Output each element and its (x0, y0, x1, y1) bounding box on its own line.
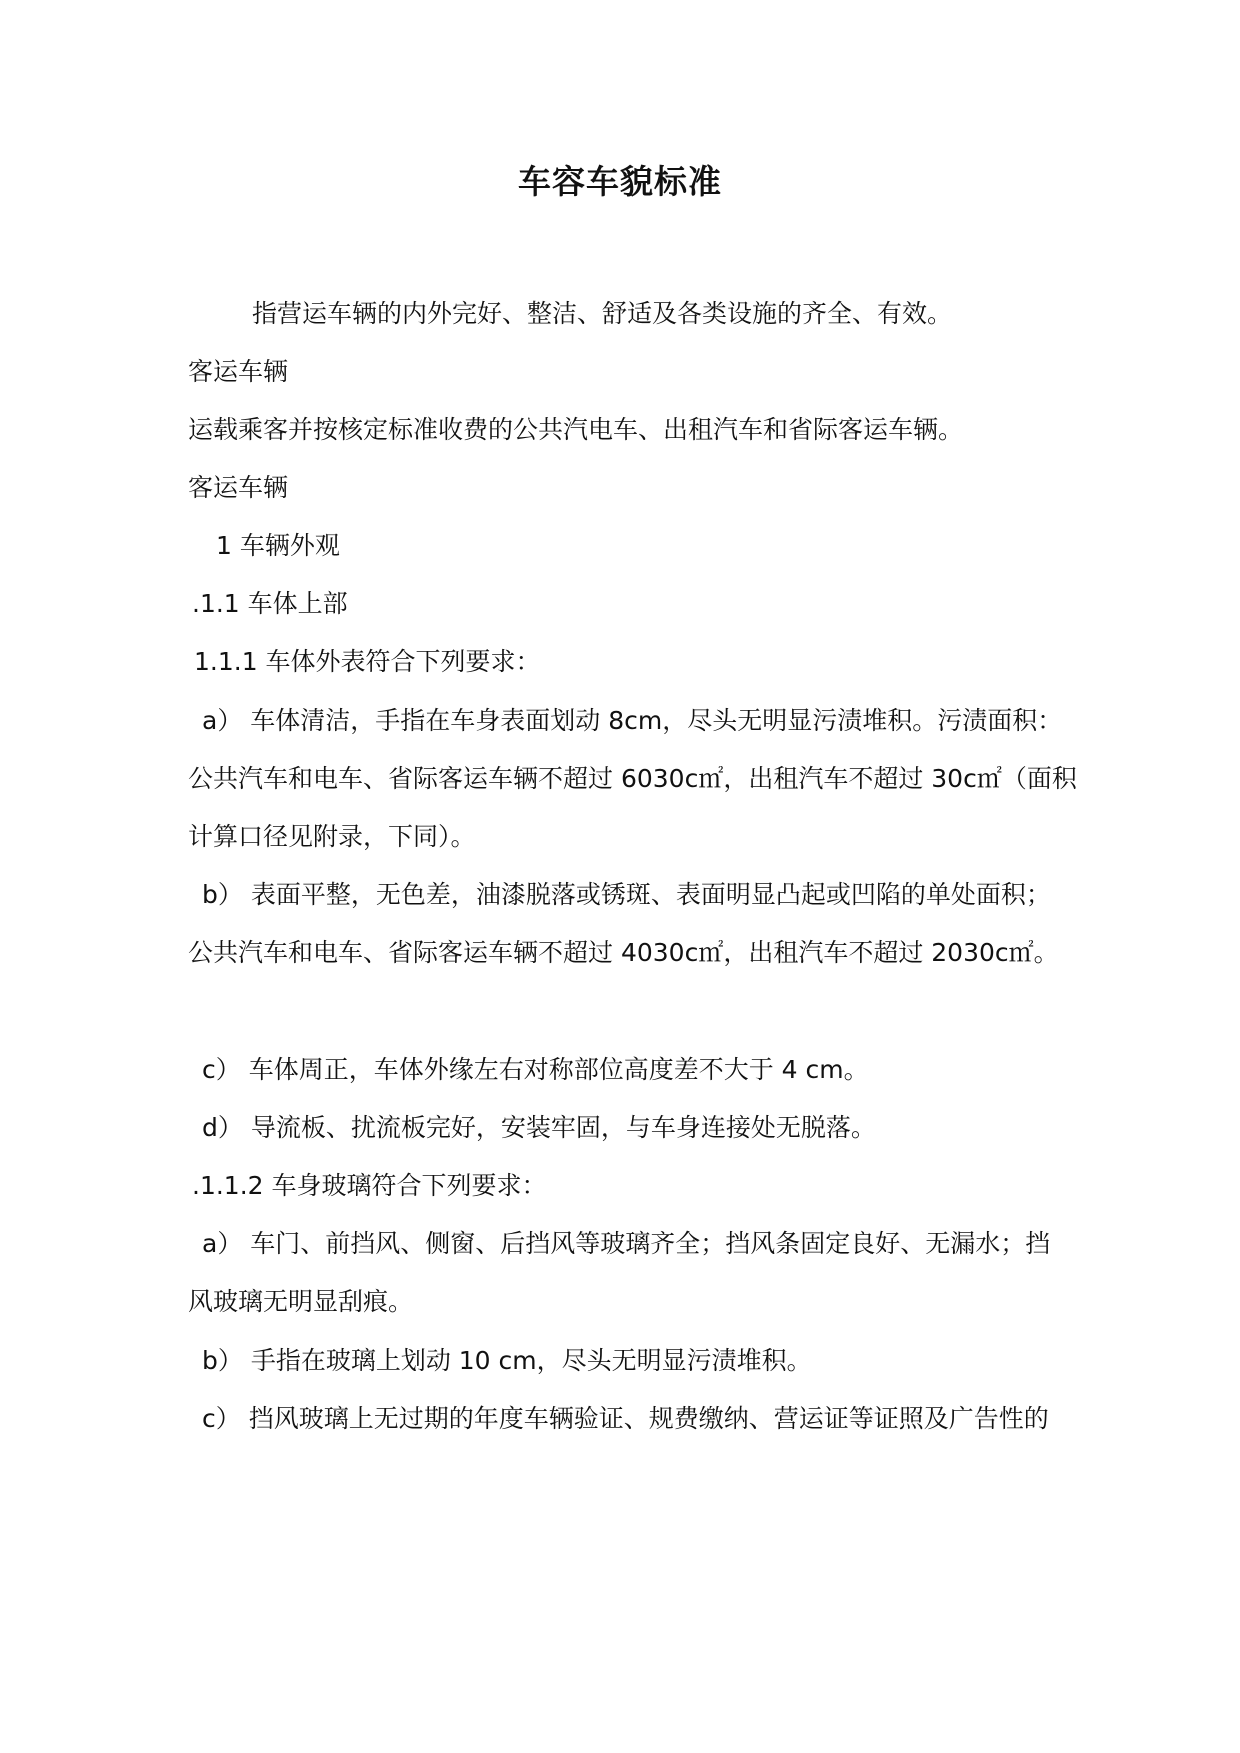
list-item-b-line-2: 公共汽车和电车、省际客运车辆不超过 4030c㎡，出租汽车不超过 2030c㎡。 (188, 938, 1059, 967)
list-item-b-line-1: b） 表面平整，无色差，油漆脱落或锈斑、表面明显凸起或凹陷的单处面积； (202, 880, 1051, 909)
section-heading-1-1: .1.1 车体上部 (192, 589, 348, 618)
paragraph-definition: 指营运车辆的内外完好、整洁、舒适及各类设施的齐全、有效。 (252, 299, 953, 328)
list-item-a-line-3: 计算口径见附录，下同）。 (188, 822, 476, 851)
section-heading-1-1-1: 1.1.1 车体外表符合下列要求： (194, 647, 541, 676)
section-heading-1-1-2: .1.1.2 车身玻璃符合下列要求： (192, 1171, 547, 1200)
heading-passenger-vehicle: 客运车辆 (188, 357, 289, 386)
list-item-a-line-1: a） 车体清洁，手指在车身表面划动 8cm，尽头无明显污渍堆积。污渍面积： (202, 706, 1063, 735)
section-heading-1: 1 车辆外观 (216, 531, 340, 560)
glass-item-c: c） 挡风玻璃上无过期的年度车辆验证、规费缴纳、营运证等证照及广告性的 (202, 1404, 1049, 1433)
glass-item-a-line-2: 风玻璃无明显刮痕。 (188, 1287, 414, 1316)
list-item-c: c） 车体周正，车体外缘左右对称部位高度差不大于 4 cm。 (202, 1055, 869, 1084)
glass-item-b: b） 手指在玻璃上划动 10 cm，尽头无明显污渍堆积。 (202, 1346, 812, 1375)
glass-item-a-line-1: a） 车门、前挡风、侧窗、后挡风等玻璃齐全；挡风条固定良好、无漏水；挡 (202, 1229, 1051, 1258)
paragraph-passenger-definition: 运载乘客并按核定标准收费的公共汽电车、出租汽车和省际客运车辆。 (188, 415, 964, 444)
list-item-d: d） 导流板、扰流板完好，安装牢固，与车身连接处无脱落。 (202, 1113, 876, 1142)
document-title: 车容车貌标准 (518, 162, 722, 201)
list-item-a-line-2: 公共汽车和电车、省际客运车辆不超过 6030c㎡，出租汽车不超过 30c㎡（面积 (188, 764, 1077, 793)
heading-passenger-vehicle-2: 客运车辆 (188, 473, 289, 502)
